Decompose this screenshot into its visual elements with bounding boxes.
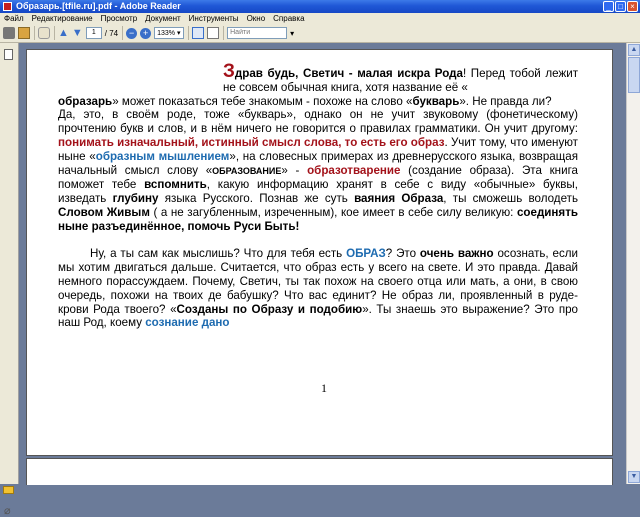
- highlight-blue: дано: [201, 316, 230, 330]
- highlight-red: понимать изначальный, истинный смысл слова, то есть его образ: [58, 135, 445, 149]
- scroll-down-button[interactable]: ▼: [628, 471, 640, 483]
- text-span: , какую информацию хранят в себе с виду «обычные» буквы, изведать: [58, 178, 578, 206]
- pdf-next-page: [26, 458, 613, 485]
- menu-view[interactable]: Просмотр: [100, 14, 138, 23]
- bold-word: вспомнить: [144, 178, 207, 192]
- text-span: ( а не загубленным, изреченным), кое имеет в себе силу великую:: [149, 205, 517, 219]
- adobe-reader-icon: [3, 2, 12, 11]
- pages-icon[interactable]: [4, 49, 13, 60]
- next-page-button[interactable]: [72, 26, 83, 40]
- text-span: (создание образа). Эта книга поможет тебе: [58, 163, 578, 192]
- bold-word: ваяния Образа: [354, 192, 444, 206]
- drop-cap: З: [223, 61, 235, 82]
- highlight-red: образотварение: [307, 163, 401, 177]
- page-number: 1: [321, 381, 327, 395]
- hand-tool-button[interactable]: [38, 26, 50, 40]
- text-span: » -: [281, 163, 308, 177]
- text-span: ! Перед тобой лежит не совсем обычная книга, хотя название её «: [223, 67, 579, 94]
- title-bar: [0, 0, 640, 13]
- bold-word: ОБРАЗОВАНИЕ: [212, 165, 282, 176]
- menu-window[interactable]: Окно: [246, 14, 266, 23]
- email-button[interactable]: [18, 26, 30, 40]
- vertical-scrollbar[interactable]: [626, 43, 640, 484]
- menu-bar: [0, 13, 640, 24]
- menu-file[interactable]: Файл: [4, 14, 24, 23]
- text-span: . Учит тому, что именуют ныне «: [58, 135, 578, 163]
- printer-icon: [3, 27, 15, 39]
- toolbar-divider: [188, 26, 189, 40]
- envelope-icon: [18, 27, 30, 39]
- highlight-blue: образным мышлением: [95, 149, 230, 163]
- previous-page-button[interactable]: [58, 26, 69, 40]
- paragraph-1: [58, 61, 579, 95]
- text-span: ? Это: [385, 247, 420, 261]
- spacer: [58, 234, 578, 248]
- text-span: », на словесных примерах из древнерусского языка, возвращая начальный смысл слову «: [58, 149, 578, 177]
- menu-help[interactable]: Справка: [273, 14, 305, 23]
- text-span: Ну, а ты сам как мыслишь? Что для тебя есть: [90, 247, 347, 261]
- bold-word: букварь: [412, 94, 460, 108]
- document-text: [58, 61, 579, 330]
- bold-word: соединять ныне разъединённое, помочь Руси Быть!: [58, 205, 579, 233]
- bold-word: образарь: [58, 94, 113, 108]
- fit-page-icon: [192, 27, 204, 39]
- scroll-thumb[interactable]: [628, 57, 640, 93]
- toolbar-divider: [54, 26, 55, 40]
- page-number-input[interactable]: [86, 27, 102, 39]
- fit-page-button[interactable]: [192, 26, 204, 40]
- arrow-up-icon: ▲: [58, 27, 69, 39]
- zoom-value: 133%: [157, 30, 176, 37]
- toolbar-divider: [122, 26, 123, 40]
- scroll-up-button[interactable]: ▲: [628, 44, 640, 56]
- bold-word: очень важно: [419, 247, 494, 261]
- print-button[interactable]: [3, 26, 15, 40]
- bold-word: Созданы по Образу и подобию: [176, 302, 363, 316]
- comments-icon[interactable]: [3, 486, 14, 494]
- fit-width-button[interactable]: [207, 26, 219, 40]
- text-span: осознать, если мы хотим двигаться дальше. Считается, что образ есть у всего на свете. И это правда. Давай немного порассуждаем. Почему, Светич, ты так похож на своего отца или мать, а они, в свою очередь, похожи на твоих де бабушку? Что вас единит? Не образ ли, проявленный в руде-крови Рода твоего? «: [58, 247, 578, 316]
- toolbar: [0, 24, 640, 43]
- bold-word: Словом Живым: [58, 205, 150, 219]
- search-input[interactable]: [227, 27, 287, 39]
- paragraph-3: [58, 247, 578, 330]
- plus-icon: +: [140, 28, 151, 39]
- close-button[interactable]: ×: [627, 1, 638, 12]
- navigation-pane: [0, 43, 19, 517]
- minimize-button[interactable]: _: [603, 1, 614, 12]
- window-title: Образарь.[tfile.ru].pdf - Adobe Reader: [16, 1, 181, 11]
- menu-document[interactable]: Документ: [145, 14, 181, 23]
- minus-icon: −: [126, 28, 137, 39]
- zoom-select[interactable]: 133% ▾: [154, 27, 184, 39]
- paragraph-1-cont: [58, 95, 578, 109]
- zoom-in-button[interactable]: [140, 26, 151, 40]
- paperclip-icon[interactable]: ⌀: [4, 505, 11, 517]
- maximize-button[interactable]: □: [615, 1, 626, 12]
- page-total: / 74: [104, 28, 119, 38]
- fit-width-icon: [207, 27, 219, 39]
- menu-tools[interactable]: Инструменты: [188, 14, 239, 23]
- toolbar-divider: [34, 26, 35, 40]
- hand-icon: [38, 27, 50, 39]
- search-dropdown-button[interactable]: [290, 26, 294, 40]
- toolbar-divider: [223, 26, 224, 40]
- text-span: ». Ты знаешь это выражение? Это про наш Род, коему: [58, 302, 578, 330]
- text-span: , ты сможешь володеть: [443, 192, 578, 206]
- window-controls: [603, 1, 638, 12]
- highlight-blue: ОБРАЗ: [346, 247, 386, 261]
- text-span: » может показаться тебе знакомым - похоже на слово «: [112, 94, 413, 108]
- bold-word: глубину: [112, 192, 159, 206]
- text-span: языка Русского. Познав же суть: [158, 192, 355, 206]
- arrow-down-icon: ▼: [71, 27, 83, 39]
- highlight-blue: сознание: [145, 316, 199, 330]
- zoom-out-button[interactable]: [126, 26, 137, 40]
- menu-edit[interactable]: Редактирование: [31, 14, 93, 23]
- greeting: драв будь, Светич - малая искра Рода: [234, 67, 463, 80]
- paragraph-2: [58, 108, 578, 233]
- chevron-down-icon: ▾: [290, 28, 295, 38]
- text-span: ». Не правда ли?: [459, 94, 552, 108]
- text-span: Да, это, в своём роде, тоже «букварь», однако он не учит звуковому (фонетическому) прочтению букв и слов, и в нём ничего не говорится о правилах грамматики. Он учит другому:: [58, 108, 578, 136]
